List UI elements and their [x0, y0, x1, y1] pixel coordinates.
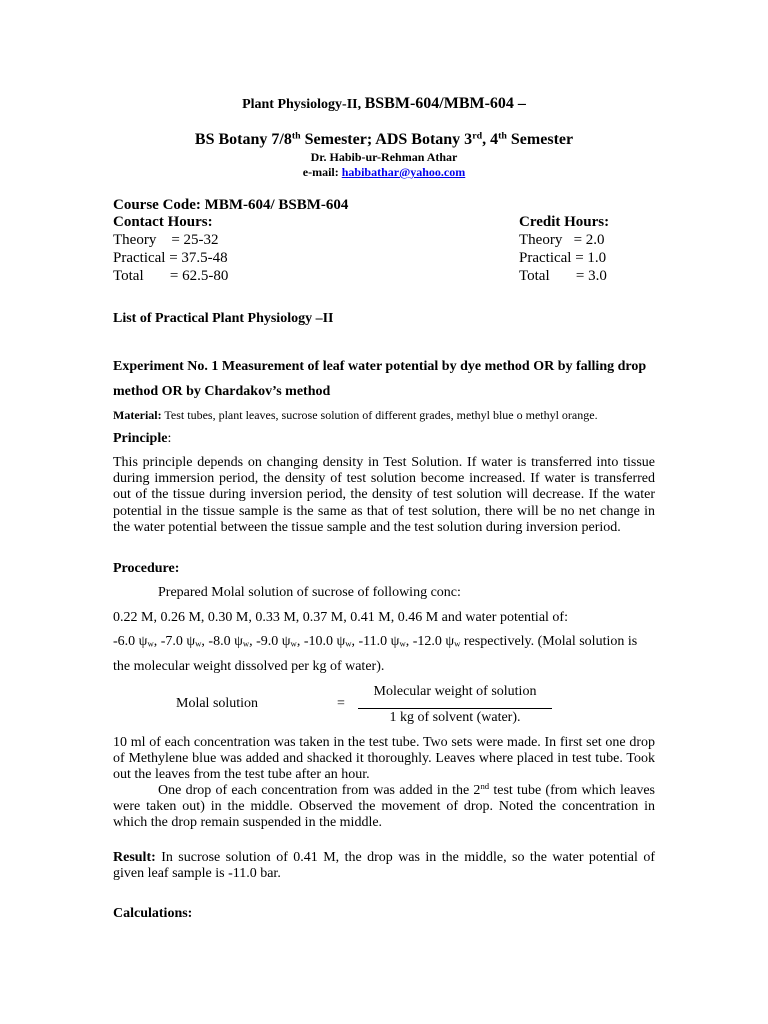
page-title: [0, 95, 768, 113]
potential-value: -6.0: [113, 634, 136, 649]
author-email-line: [0, 165, 768, 180]
principle-colon: :: [167, 431, 172, 446]
material-label: Material:: [113, 408, 162, 422]
subtitle-part: , 4: [482, 131, 499, 148]
paragraph-3-sup: nd: [480, 781, 490, 792]
contact-total: Total = 62.5-80: [113, 268, 229, 284]
result-text: In sucrose solution of 0.41 M, the drop was in the middle, so the water potential of given leaf sample is -11.0 bar.: [113, 850, 655, 882]
formula-numerator: Molecular weight of solution: [373, 684, 537, 699]
potential-value: -11.0: [358, 634, 388, 649]
potential-value: -9.0: [256, 634, 279, 649]
result-label: Result:: [113, 850, 156, 865]
psi-symbol: ψ: [336, 634, 346, 649]
email-label: e-mail:: [302, 165, 342, 179]
principle-heading: [113, 431, 171, 447]
email-link[interactable]: habibathar@yahoo.com: [341, 165, 466, 179]
principle-paragraph: This principle depends on changing density in Test Solution. If water is transferred into tissue during immersion period, the density of test solution become increased. If water is transferred out of the tissue during inversion period, the density of test solution will decrease. If the water potential in the tissue sample is the same as that of test solution, there will be no net change in the water potential between the tissue sample and the test solution during inversion period.: [113, 455, 655, 535]
psi-symbol: ψ: [186, 634, 196, 649]
subtitle-part: Semester; ADS Botany 3: [300, 131, 473, 148]
procedure-heading: Procedure:: [113, 561, 180, 576]
result-paragraph: [113, 850, 655, 882]
procedure-line4: the molecular weight dissolved per kg of water).: [113, 659, 385, 674]
paragraph-3-part: One drop of each concentration from was added in the 2: [158, 783, 481, 798]
subtitle-sup: th: [291, 130, 301, 142]
principle-label: Principle: [113, 431, 168, 446]
psi-subscript: w: [290, 638, 297, 649]
psi-symbol: ψ: [234, 634, 243, 649]
practical-list-heading: List of Practical Plant Physiology –II: [113, 311, 334, 326]
author-name: Dr. Habib-ur-Rehman Athar: [310, 150, 458, 164]
psi-symbol: ψ: [445, 634, 455, 649]
subtitle-sup: th: [498, 130, 507, 142]
material-line: [113, 408, 598, 423]
credit-theory: Theory = 2.0: [519, 232, 605, 248]
psi-subscript: w: [195, 638, 202, 649]
paragraph-3-part: test tube (from which leaves were taken out) in the middle. Observed the movement of drop. Noted the concentration in which the drop remain suspended in the middle.: [113, 783, 655, 831]
formula-equals: =: [337, 696, 345, 711]
subtitle-sup: rd: [472, 130, 483, 142]
fraction-line: [358, 708, 552, 709]
credit-total: Total = 3.0: [519, 268, 607, 284]
title-course-name: Plant Physiology-II,: [242, 97, 365, 112]
material-text: Test tubes, plant leaves, sucrose solution of different grades, methyl blue o methyl orange.: [161, 408, 598, 422]
psi-subscript: w: [454, 638, 461, 649]
procedure-concentrations: 0.22 M, 0.26 M, 0.30 M, 0.33 M, 0.37 M, 0.41 M, 0.46 M and water potential of:: [113, 610, 568, 625]
contact-practical: Practical = 37.5-48: [113, 250, 228, 266]
title-course-codes: BSBM-604/MBM-604 –: [364, 95, 526, 112]
psi-symbol: ψ: [390, 634, 400, 649]
psi-subscript: w: [345, 638, 352, 649]
potential-value: -7.0: [160, 634, 183, 649]
subtitle-part: Semester: [506, 131, 574, 148]
subtitle-part: BS Botany 7/8: [194, 131, 292, 148]
calculations-heading: Calculations:: [113, 906, 193, 921]
formula-denominator: 1 kg of solvent (water).: [389, 710, 521, 725]
contact-hours-heading: Contact Hours:: [113, 214, 213, 230]
course-code: Course Code: MBM-604/ BSBM-604: [113, 197, 349, 213]
procedure-line3-tail: respectively. (Molal solution is: [460, 634, 638, 649]
credit-practical: Practical = 1.0: [519, 250, 607, 266]
experiment-title-line2: method OR by Chardakov’s method: [113, 384, 331, 399]
psi-symbol: ψ: [138, 634, 148, 649]
page-subtitle: [0, 131, 768, 149]
psi-symbol: ψ: [281, 634, 291, 649]
procedure-line1: Prepared Molal solution of sucrose of following conc:: [158, 585, 461, 600]
procedure-water-potentials: -6.0 $\psi_w$, -7.0 $\psi_w$, -8.0 $\psi_w$, -9.0 $\psi_w$, -10.0 $\psi_w$, -11.0 $\psi_w$, -12.0 $\psi_w$ respectively. (Molal solution is: [113, 634, 638, 649]
formula-lhs: Molal solution: [176, 696, 259, 711]
credit-hours-heading: Credit Hours:: [519, 214, 610, 230]
potential-value: -8.0: [208, 634, 231, 649]
psi-subscript: w: [147, 638, 154, 649]
experiment-title-line1: Experiment No. 1 Measurement of leaf water potential by dye method OR by falling drop: [113, 359, 647, 374]
potential-value: -10.0: [303, 634, 333, 649]
potential-value: -12.0: [412, 634, 442, 649]
procedure-paragraph-3: [113, 783, 655, 832]
psi-subscript: w: [242, 638, 250, 649]
procedure-paragraph-2: 10 ml of each concentration was taken in the test tube. Two sets were made. In first set one drop of Methylene blue was added and shacked it thoroughly. Leaves where placed in test tube. Took out the leaves from the test tube after an hour.: [113, 735, 655, 783]
psi-subscript: w: [399, 638, 406, 649]
contact-theory: Theory = 25-32: [113, 232, 219, 248]
